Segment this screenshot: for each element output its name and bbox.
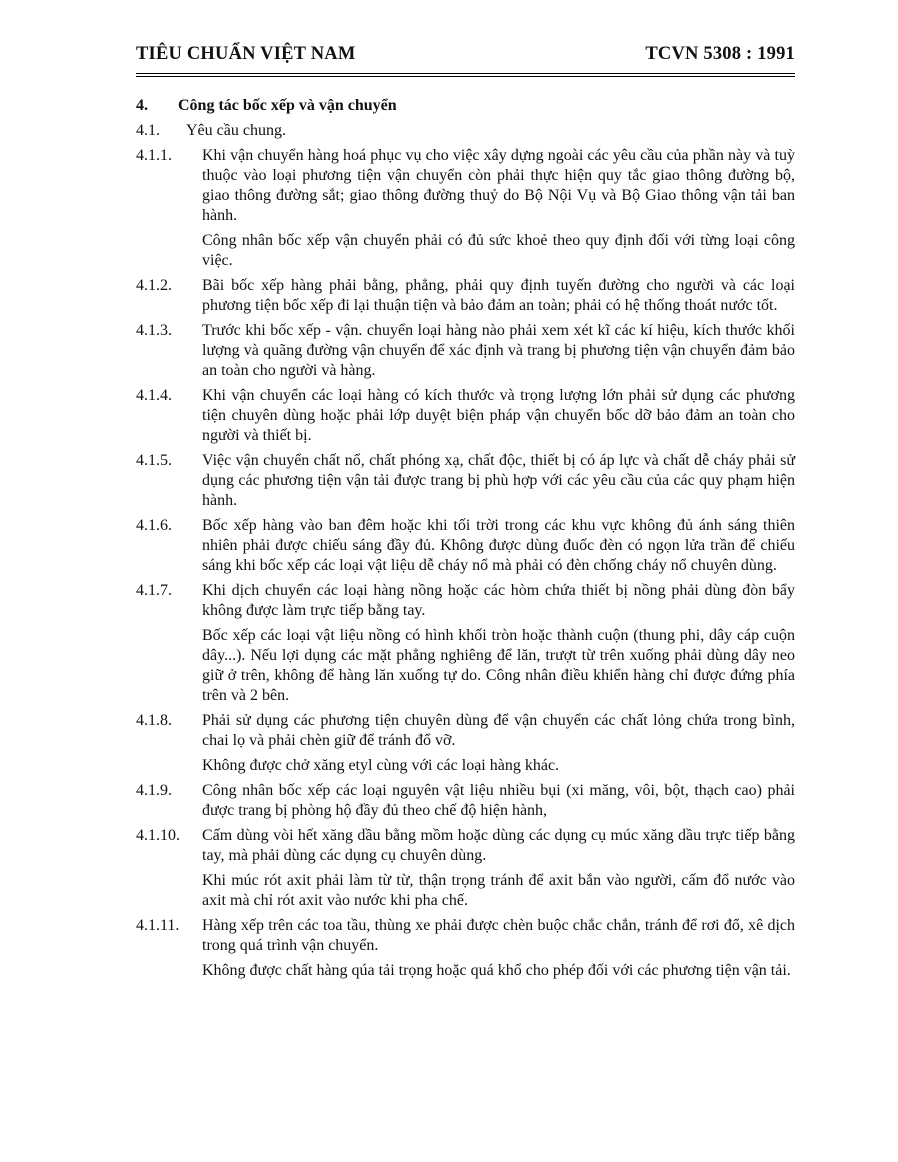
clause-paragraph: Trước khi bốc xếp - vận. chuyển loại hàng nào phải xem xét kĩ các kí hiệu, kích thước khối lượng và quãng đường vận chuyển để xác định và trang bị phương tiện vận chuyển đảm bảo an toàn cho người và hàng. [202, 322, 795, 379]
clause-number: 4.1.6. [136, 517, 172, 534]
clause-paragraph: Cấm dùng vòi hết xăng dầu bằng mồm hoặc dùng các dụng cụ múc xăng dầu trực tiếp bằng tay, mà phải dùng các dụng cụ chuyên dùng. [202, 827, 795, 864]
clause-body [202, 711, 795, 776]
section-number: 4. [136, 97, 148, 114]
header-left-title: TIÊU CHUẨN VIỆT NAM [136, 44, 356, 64]
clause-paragraph: Bốc xếp các loại vật liệu nồng có hình khối tròn hoặc thành cuộn (thung phi, dây cáp cuộn dây...). Nếu lợi dụng các mặt phẳng nghiêng để lăn, trượt từ trên xuống phải dùng dây neo giữ ở trên, không để hàng lăn xuống tự do. Công nhân điều khiển hàng chỉ được đứng phía trên và 2 bên. [202, 627, 795, 704]
clause-item [136, 711, 795, 776]
clause-paragraph: Việc vận chuyển chất nổ, chất phóng xạ, chất độc, thiết bị có áp lực và chất dễ cháy phải sử dụng các phương tiện vận tải được trang bị phù hợp với các yêu cầu của các quy phạm hiện hành. [202, 452, 795, 509]
clause-item [136, 321, 795, 381]
clause-paragraph: Phải sử dụng các phương tiện chuyên dùng để vận chuyển các chất lỏng chứa trong bình, chai lọ và phải chèn giữ để tránh đổ vỡ. [202, 712, 795, 749]
subsection-title: Yêu cầu chung. [186, 122, 286, 139]
clause-paragraph: Khi múc rót axit phải làm từ từ, thận trọng tránh để axit bắn vào người, cấm đổ nước vào axit mà chỉ rót axit vào nước khi pha chế. [202, 872, 795, 909]
clause-paragraph: Công nhân bốc xếp các loại nguyên vật liệu nhiều bụi (xi măng, vôi, bột, thạch cao) phải được trang bị phòng hộ đầy đủ theo chế độ hiện hành, [202, 782, 795, 819]
clause-body [202, 826, 795, 911]
subsection-heading [136, 121, 795, 141]
clause-item [136, 916, 795, 981]
clause-item [136, 581, 795, 706]
subsection-number: 4.1. [136, 122, 160, 139]
clause-body [202, 916, 795, 981]
document-body [136, 96, 795, 986]
clause-body [202, 386, 795, 446]
clause-body [202, 781, 795, 821]
clause-paragraph: Bốc xếp hàng vào ban đêm hoặc khi tối trời trong các khu vực không đủ ánh sáng thiên nhiên phải được chiếu sáng đầy đủ. Không được dùng đuốc đèn có ngọn lửa trần để chiếu sáng khi bốc xếp các loại vật liệu dễ cháy nổ mà phải có đèn chống cháy nổ chuyên dùng. [202, 517, 795, 574]
clause-number: 4.1.10. [136, 827, 180, 844]
clause-paragraph: Không được chất hàng qúa tải trọng hoặc quá khổ cho phép đối với các phương tiện vận tải. [202, 962, 791, 979]
clause-number: 4.1.11. [136, 917, 180, 934]
clause-body [202, 581, 795, 706]
clause-number: 4.1.1. [136, 147, 172, 164]
header-divider [136, 73, 795, 77]
header-right-title: TCVN 5308 : 1991 [645, 44, 795, 64]
clause-paragraph: Khi vận chuyển các loại hàng có kích thước và trọng lượng lớn phải sử dụng các phương tiện chuyên dùng hoặc phải lớp duyệt biện pháp vận chuyển bốc dỡ bảo đảm an toàn cho người và thiết bị. [202, 387, 795, 444]
clause-number: 4.1.7. [136, 582, 172, 599]
clause-body [202, 146, 795, 271]
page-header [136, 44, 795, 65]
clause-paragraph: Hàng xếp trên các toa tầu, thùng xe phải được chèn buộc chắc chắn, tránh để rơi đổ, xê dịch trong quá trình vận chuyển. [202, 917, 795, 954]
clause-number: 4.1.5. [136, 452, 172, 469]
clause-paragraph: Bãi bốc xếp hàng phải bằng, phẳng, phải quy định tuyến đường cho người và các loại phương tiện bốc xếp đi lại thuận tiện và bảo đảm an toàn; phải có hệ thống thoát nước tốt. [202, 277, 795, 314]
clause-item [136, 386, 795, 446]
clause-paragraph: Khi dịch chuyển các loại hàng nồng hoặc các hòm chứa thiết bị nồng phải dùng đòn bẩy không được làm trực tiếp bằng tay. [202, 582, 795, 619]
clause-item [136, 146, 795, 271]
clause-item [136, 826, 795, 911]
clause-item [136, 516, 795, 576]
clause-number: 4.1.3. [136, 322, 172, 339]
clause-number: 4.1.2. [136, 277, 172, 294]
clause-body [202, 516, 795, 576]
clause-item [136, 276, 795, 316]
clause-number: 4.1.4. [136, 387, 172, 404]
clause-list [136, 146, 795, 981]
clause-paragraph: Không được chở xăng etyl cùng với các loại hàng khác. [202, 757, 560, 774]
clause-item [136, 781, 795, 821]
clause-body [202, 321, 795, 381]
section-title: Công tác bốc xếp và vận chuyển [178, 97, 397, 114]
clause-number: 4.1.9. [136, 782, 172, 799]
clause-item [136, 451, 795, 511]
clause-number: 4.1.8. [136, 712, 172, 729]
clause-paragraph: Công nhân bốc xếp vận chuyển phải có đủ sức khoẻ theo quy định đối với từng loại công việc. [202, 232, 795, 269]
clause-body [202, 451, 795, 511]
section-heading [136, 96, 795, 116]
clause-body [202, 276, 795, 316]
clause-paragraph: Khi vận chuyển hàng hoá phục vụ cho việc xây dựng ngoài các yêu cầu của phần này và tuỳ thuộc vào loại phương tiện vận chuyển còn phải thực hiện quy tắc giao thông đường bộ, giao thông đường sắt; giao thông đường thuỷ do Bộ Nội Vụ và Bộ Giao thông vận tải ban hành. [202, 147, 795, 224]
